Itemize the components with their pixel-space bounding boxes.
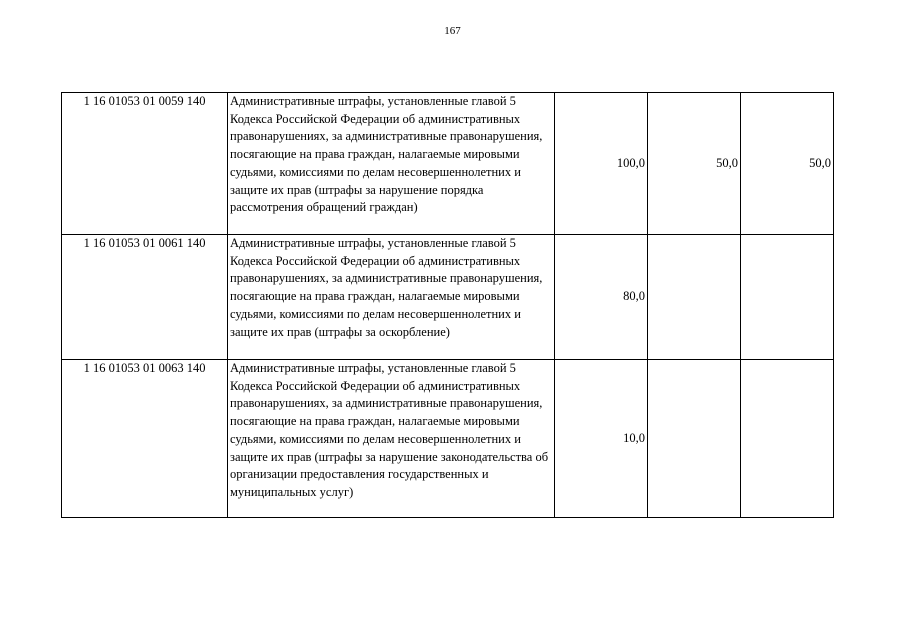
description-cell: Административные штрафы, установленные главой 5 Кодекса Российской Федерации об административных правонарушениях, за административные правонарушения, посягающие на права граждан, налагаемые мировыми судьями, комиссиями по делам несовершеннолетних и защите их прав (штрафы за оскорбление): [228, 235, 555, 360]
amount-cell-3: [741, 235, 834, 360]
description-cell: Административные штрафы, установленные главой 5 Кодекса Российской Федерации об административных правонарушениях, за административные правонарушения, посягающие на права граждан, налагаемые мировыми судьями, комиссиями по делам несовершеннолетних и защите их прав (штрафы за нарушение порядка рассмотрения обращений граждан): [228, 93, 555, 235]
budget-code-cell: 1 16 01053 01 0059 140: [62, 93, 228, 235]
budget-code-cell: 1 16 01053 01 0063 140: [62, 360, 228, 518]
amount-cell-2: [648, 360, 741, 518]
amount-cell-2: 50,0: [648, 93, 741, 235]
amount-cell-3: [741, 360, 834, 518]
amount-cell-3: 50,0: [741, 93, 834, 235]
table-row: [62, 93, 834, 235]
description-cell: Административные штрафы, установленные главой 5 Кодекса Российской Федерации об административных правонарушениях, за административные правонарушения, посягающие на права граждан, налагаемые мировыми судьями, комиссиями по делам несовершеннолетних и защите их прав (штрафы за нарушение законодательства об организации предоставления государственных и муниципальных услуг): [228, 360, 555, 518]
amount-cell-1: 10,0: [555, 360, 648, 518]
amount-cell-2: [648, 235, 741, 360]
page-number: 167: [444, 25, 461, 37]
amount-cell-1: 80,0: [555, 235, 648, 360]
amount-cell-1: 100,0: [555, 93, 648, 235]
budget-table: [61, 92, 834, 518]
table-row: [62, 360, 834, 518]
table-row: [62, 235, 834, 360]
budget-code-cell: 1 16 01053 01 0061 140: [62, 235, 228, 360]
